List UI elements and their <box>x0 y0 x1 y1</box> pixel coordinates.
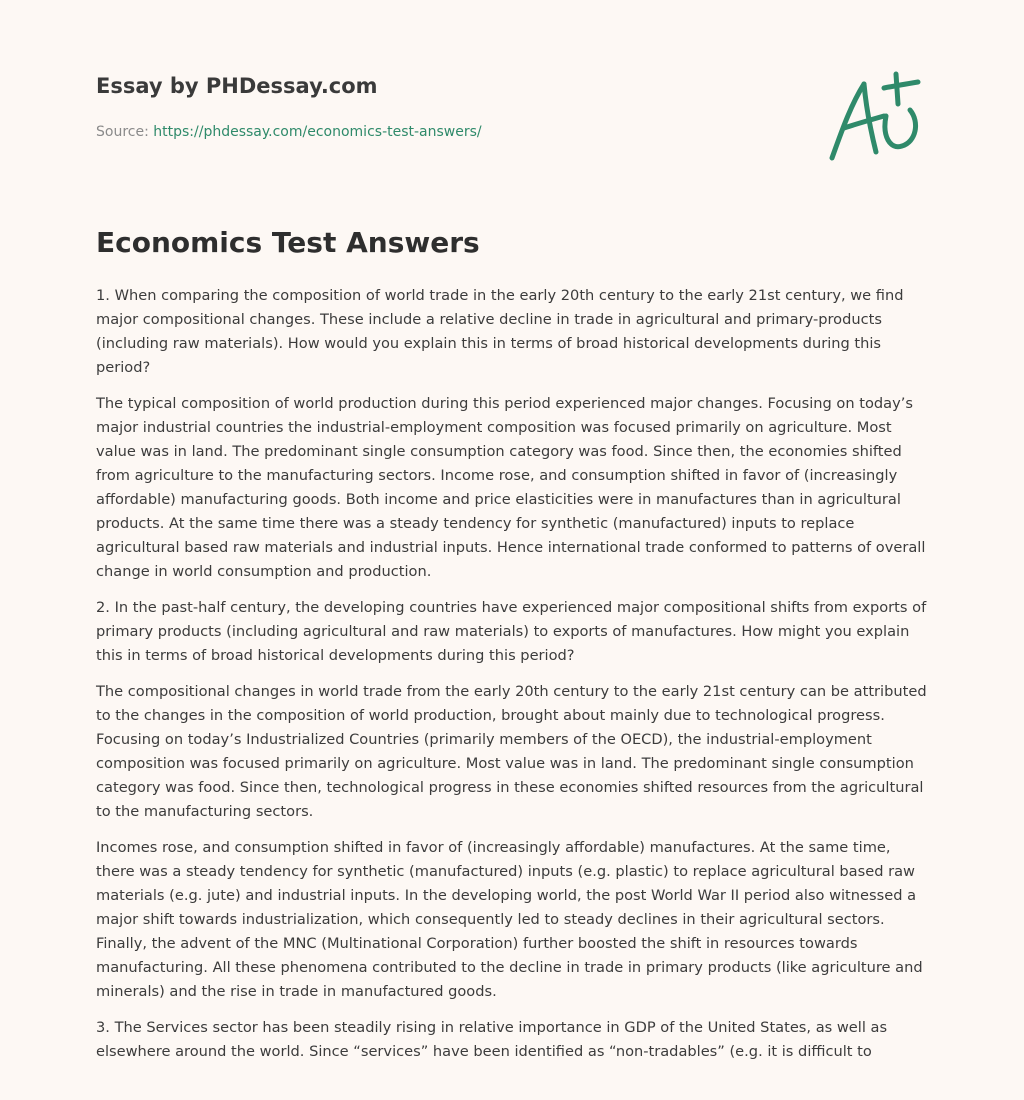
paragraph: 3. The Services sector has been steadily rising in relative importance in GDP of the United States, as well as elsewhere around the world. Since “services” have been identified as “non-tradables” (e.g. it is difficult to <box>96 1019 888 1060</box>
site-title: Essay by PHDessay.com <box>96 74 378 98</box>
source-link[interactable]: https://phdessay.com/economics-test-answers/ <box>153 124 482 140</box>
paragraph: 2. In the past-half century, the developing countries have experienced major compositional shifts from exports of primary products (including agricultural and raw materials) to exports of manufactures. How might you explain this in terms of broad historical developments during this period? <box>96 599 927 664</box>
source-line <box>96 124 482 140</box>
paragraph: The typical composition of world production during this period experienced major changes. Focusing on today’s major industrial countries the industrial-employment composition was focused primarily on agriculture. Most value was in land. The predominant single consumption category was food. Since then, the economies shifted from agriculture to the manufacturing sectors. Income rose, and consumption shifted in favor of (increasingly affordable) manufacturing goods. Both income and price elasticities were in manufactures than in agricultural products. At the same time there was a steady tendency for synthetic (manufactured) inputs to replace agricultural based raw materials and industrial inputs. Hence international trade conformed to patterns of overall change in world consumption and production. <box>96 395 926 580</box>
paragraph: The compositional changes in world trade from the early 20th century to the early 21st century can be attributed to the changes in the composition of world production, brought about mainly due to technological progress. Focusing on today’s Industrialized Countries (primarily members of the OECD), the industrial-employment composition was focused primarily on agriculture. Most value was in land. The predominant single consumption category was food. Since then, technological progress in these economies shifted resources from the agricultural to the manufacturing sectors. <box>96 683 927 820</box>
article-title: Economics Test Answers <box>96 226 480 259</box>
source-label: Source: <box>96 124 149 140</box>
article-body <box>96 284 932 1076</box>
paragraph: Incomes rose, and consumption shifted in favor of (increasingly affordable) manufactures. At the same time, there was a steady tendency for synthetic (manufactured) inputs (e.g. plastic) to replace agricultural based raw materials (e.g. jute) and industrial inputs. In the developing world, the post World War II period also witnessed a major shift towards industrialization, which consequently led to steady declines in their agricultural sectors. Finally, the advent of the MNC (Multinational Corporation) further boosted the shift in resources towards manufacturing. All these phenomena contributed to the decline in trade in primary products (like agriculture and minerals) and the rise in trade in manufactured goods. <box>96 839 923 1000</box>
a-plus-logo-icon <box>826 66 926 166</box>
paragraph: 1. When comparing the composition of world trade in the early 20th century to the early 21st century, we find major compositional changes. These include a relative decline in trade in agricultural and primary-products (including raw materials). How would you explain this in terms of broad historical developments during this period? <box>96 287 904 376</box>
